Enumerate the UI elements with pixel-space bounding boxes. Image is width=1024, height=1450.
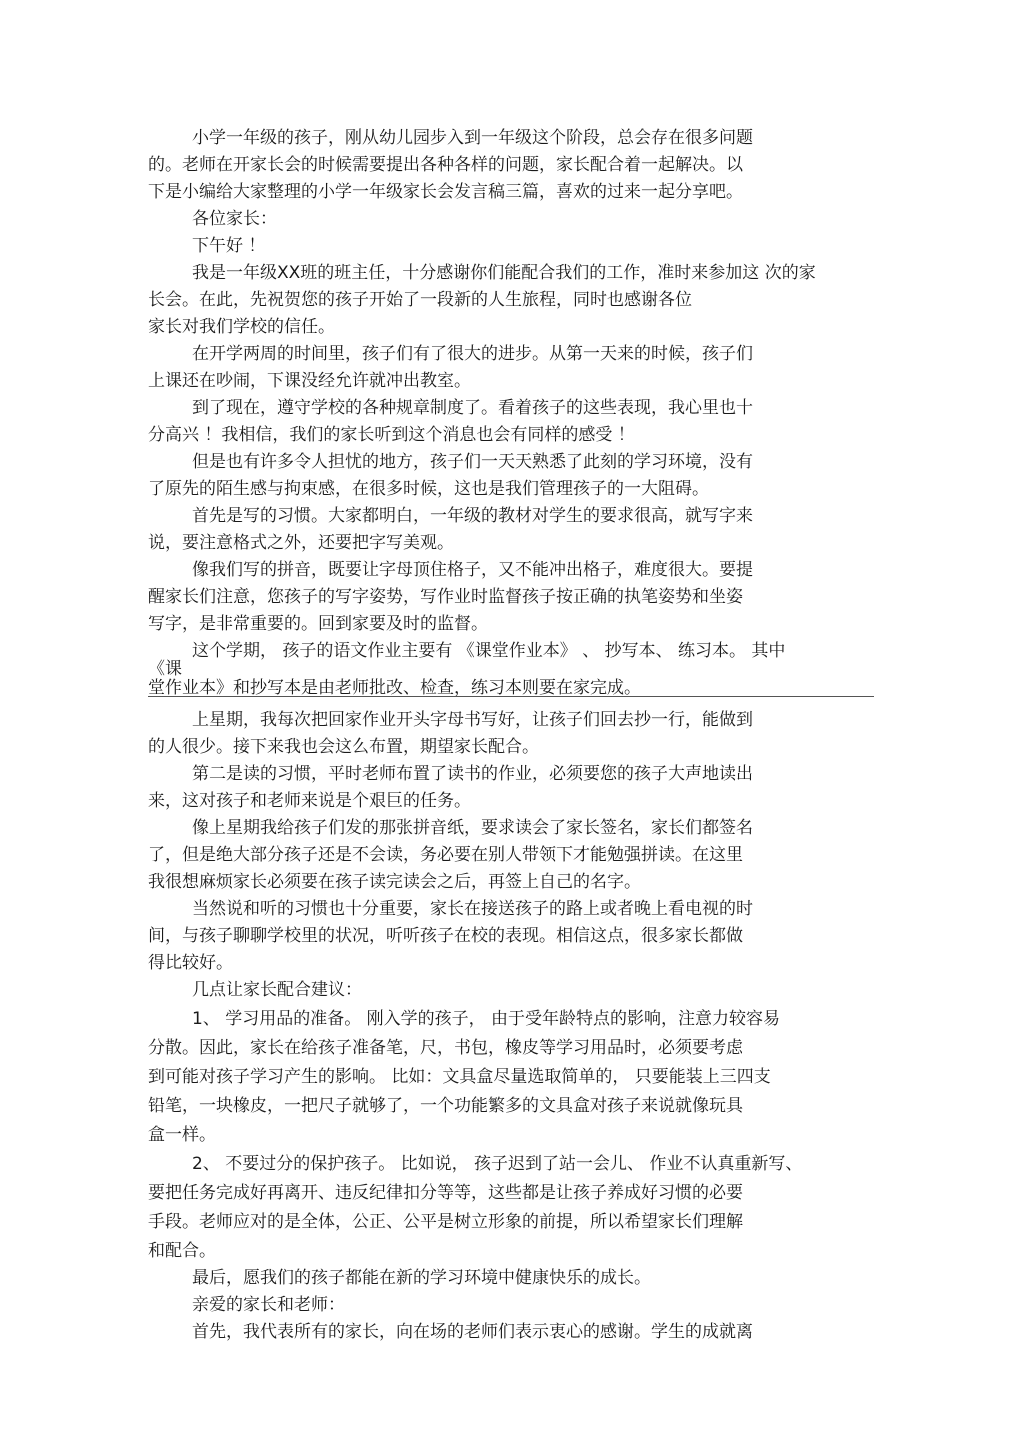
paragraph-line: 要把任务完成好再离开、违反纪律扣分等等，这些都是让孩子养成好习惯的必要 xyxy=(148,1183,743,1203)
page-divider xyxy=(148,696,874,697)
paragraph-line: 首先，我代表所有的家长，向在场的老师们表示衷心的感谢。学生的成就离 xyxy=(192,1322,753,1342)
paragraph-line: 分高兴 ！我相信，我们的家长听到这个消息也会有同样的感受 ！ xyxy=(148,425,635,445)
greeting-line: 亲爱的家长和老师： xyxy=(192,1295,345,1315)
paragraph-line: 的。老师在开家长会的时候需要提出各种各样的问题，家长配合着一起解决。以 xyxy=(148,155,743,175)
paragraph-line: 说，要注意格式之外，还要把字写美观。 xyxy=(148,533,454,553)
paragraph-line: 像我们写的拼音，既要让字母顶住格子，又不能冲出格子，难度很大。要提 xyxy=(192,560,753,580)
paragraph-line: 盒一样。 xyxy=(148,1125,216,1145)
paragraph-line: 写字，是非常重要的。回到家要及时的监督。 xyxy=(148,614,488,634)
list-item: 1、 学习用品的准备。 刚入学的孩子， 由于受年龄特点的影响，注意力较容易 xyxy=(192,1009,781,1029)
paragraph-line: 到可能对孩子学习产生的影响。 比如：文具盒尽量选取简单的， 只要能装上三四支 xyxy=(148,1067,771,1087)
paragraph-line: 了原先的陌生感与拘束感，在很多时候，这也是我们管理孩子的一大阻碍。 xyxy=(148,479,709,499)
paragraph-line: 得比较好。 xyxy=(148,953,233,973)
paragraph-line: 家长对我们学校的信任。 xyxy=(148,317,335,337)
paragraph-line: 了，但是绝大部分孩子还是不会读，务必要在别人带领下才能勉强拼读。在这里 xyxy=(148,845,743,865)
paragraph-line: 下是小编给大家整理的小学一年级家长会发言稿三篇，喜欢的过来一起分享吧。 xyxy=(148,182,743,202)
section-heading: 几点让家长配合建议： xyxy=(192,980,362,1000)
paragraph-line: 像上星期我给孩子们发的那张拼音纸，要求读会了家长签名，家长们都签名 xyxy=(192,818,753,838)
paragraph-line: 堂作业本》和抄写本是由老师批改、检查，练习本则要在家完成。 xyxy=(148,678,641,698)
paragraph-line: 这个学期， 孩子的语文作业主要有 《课堂作业本》 、 抄写本、 练习本。 其中 xyxy=(192,641,786,661)
paragraph-line: 小学一年级的孩子，刚从幼儿园步入到一年级这个阶段，总会存在很多问题 xyxy=(192,128,753,148)
paragraph-line: 上课还在吵闹，下课没经允许就冲出教室。 xyxy=(148,371,471,391)
paragraph-line: 铅笔，一块橡皮，一把尺子就够了，一个功能繁多的文具盒对孩子来说就像玩具 xyxy=(148,1096,743,1116)
paragraph-line: 最后，愿我们的孩子都能在新的学习环境中健康快乐的成长。 xyxy=(192,1268,651,1288)
paragraph-line: 和配合。 xyxy=(148,1241,216,1261)
list-item: 2、 不要过分的保护孩子。 比如说， 孩子迟到了站一会儿、 作业不认真重新写、 xyxy=(192,1154,803,1174)
paragraph-line: 在开学两周的时间里，孩子们有了很大的进步。从第一天来的时候，孩子们 xyxy=(192,344,753,364)
paragraph-line: 我是一年级XX班的班主任，十分感谢你们能配合我们的工作，准时来参加这 次的家 xyxy=(192,263,816,283)
paragraph-line: 第二是读的习惯，平时老师布置了读书的作业，必须要您的孩子大声地读出 xyxy=(192,764,753,784)
greeting-line: 下午好 ！ xyxy=(192,236,266,256)
paragraph-line: 到了现在，遵守学校的各种规章制度了。看着孩子的这些表现，我心里也十 xyxy=(192,398,753,418)
greeting-line: 各位家长： xyxy=(192,209,277,229)
paragraph-line: 醒家长们注意，您孩子的写字姿势，写作业时监督孩子按正确的执笔姿势和坐姿 xyxy=(148,587,743,607)
paragraph-line: 首先是写的习惯。大家都明白，一年级的教材对学生的要求很高，就写字来 xyxy=(192,506,753,526)
paragraph-line: 的人很少。接下来我也会这么布置，期望家长配合。 xyxy=(148,737,539,757)
paragraph-line: 来，这对孩子和老师来说是个艰巨的任务。 xyxy=(148,791,471,811)
paragraph-line: 手段。老师应对的是全体，公正、公平是树立形象的前提，所以希望家长们理解 xyxy=(148,1212,743,1232)
paragraph-line: 我很想麻烦家长必须要在孩子读完读会之后，再签上自己的名字。 xyxy=(148,872,641,892)
paragraph-line: 长会。在此，先祝贺您的孩子开始了一段新的人生旅程，同时也感谢各位 xyxy=(148,290,692,310)
paragraph-line: 当然说和听的习惯也十分重要，家长在接送孩子的路上或者晚上看电视的时 xyxy=(192,899,753,919)
paragraph-line: 分散。因此，家长在给孩子准备笔，尺，书包，橡皮等学习用品时，必须要考虑 xyxy=(148,1038,743,1058)
paragraph-line: 《课 xyxy=(148,659,182,679)
paragraph-line: 但是也有许多令人担忧的地方，孩子们一天天熟悉了此刻的学习环境，没有 xyxy=(192,452,753,472)
paragraph-line: 上星期，我每次把回家作业开头字母书写好，让孩子们回去抄一行，能做到 xyxy=(192,710,753,730)
paragraph-line: 间，与孩子聊聊学校里的状况，听听孩子在校的表现。相信这点，很多家长都做 xyxy=(148,926,743,946)
